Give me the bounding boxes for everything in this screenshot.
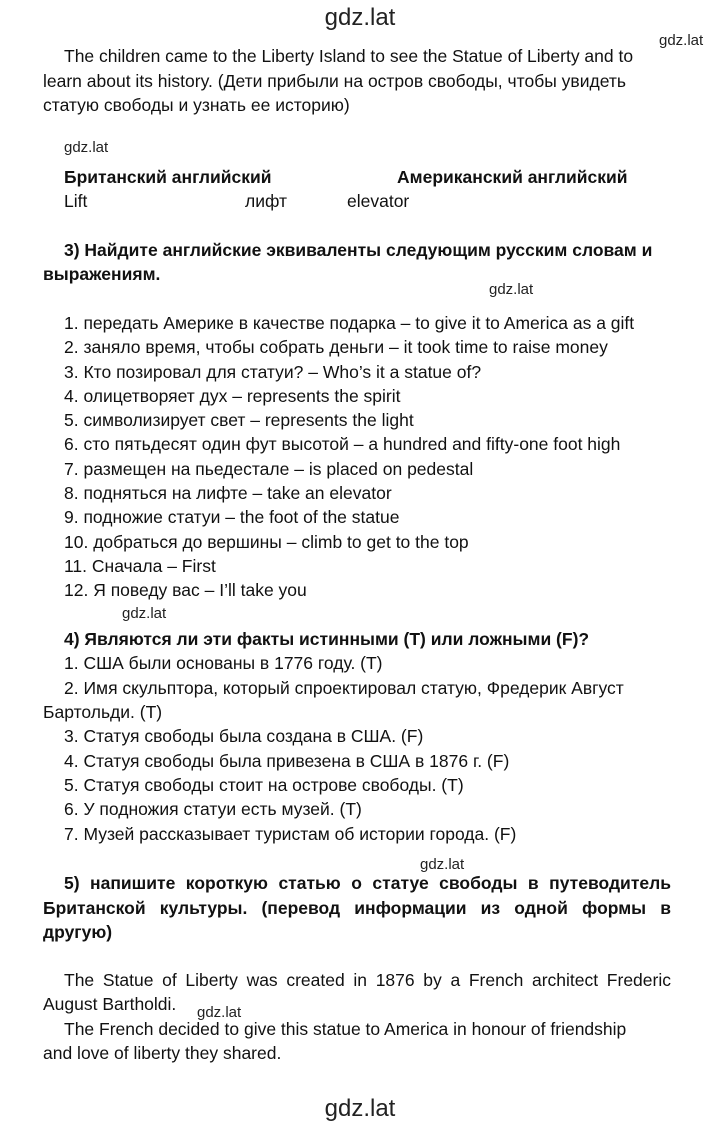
- list-item: 9. подножие статуи – the foot of the statue: [64, 507, 400, 527]
- table-cell-british: Lift: [64, 191, 88, 211]
- list-item: 2. Имя скульптора, который спроектировал статую, Фредерик Август: [64, 678, 624, 698]
- list-item: 2. заняло время, чтобы собрать деньги – it took time to raise money: [64, 337, 608, 357]
- article-line: and love of liberty they shared.: [43, 1043, 282, 1063]
- list-item: 12. Я поведу вас – I’ll take you: [64, 580, 307, 600]
- list-item: 10. добраться до вершины – climb to get to the top: [64, 532, 469, 552]
- list-item: 11. Сначала – First: [64, 556, 216, 576]
- list-item: 4. олицетворяет дух – represents the spirit: [64, 386, 401, 406]
- list-item: 7. размещен на пьедестале – is placed on pedestal: [64, 459, 474, 479]
- list-item: 5. символизирует свет – represents the light: [64, 410, 414, 430]
- watermark: gdz.lat: [197, 1004, 242, 1021]
- list-item: 7. Музей рассказывает туристам об истории города. (F): [64, 824, 517, 844]
- section5-title: 5) напишите короткую статью о статуе свободы в путеводитель: [64, 873, 671, 893]
- watermark: gdz.lat: [122, 605, 167, 622]
- watermark: gdz.lat: [659, 32, 704, 49]
- article-line: August Bartholdi.: [43, 994, 177, 1014]
- table-header-british: Британский английский: [64, 167, 272, 187]
- list-item: 4. Статуя свободы была привезена в США в 1876 г. (F): [64, 751, 510, 771]
- article-line: The French decided to give this statue to America in honour of friendship: [64, 1019, 627, 1039]
- watermark-bottom: gdz.lat: [324, 1095, 396, 1122]
- article-line: The Statue of Liberty was created in 1876 by a French architect Frederic: [64, 970, 671, 990]
- section3-title: 3) Найдите английские эквиваленты следующим русским словам и: [64, 240, 653, 260]
- list-item: 6. У подножия статуи есть музей. (T): [64, 799, 362, 819]
- intro-line: статую свободы и узнать ее историю): [43, 95, 350, 115]
- table-cell-american: elevator: [347, 191, 410, 211]
- list-item: 5. Статуя свободы стоит на острове свободы. (T): [64, 775, 464, 795]
- watermark: gdz.lat: [489, 281, 534, 298]
- watermark: gdz.lat: [64, 139, 109, 156]
- list-item: 8. подняться на лифте – take an elevator: [64, 483, 392, 503]
- section4-title: 4) Являются ли эти факты истинными (T) или ложными (F)?: [64, 629, 590, 649]
- list-item: 3. Статуя свободы была создана в США. (F): [64, 726, 424, 746]
- table-header-american: Американский английский: [397, 167, 628, 187]
- list-item: Бартольди. (T): [43, 702, 163, 722]
- watermark: gdz.lat: [420, 856, 465, 873]
- intro-line: learn about its history. (Дети прибыли на остров свободы, чтобы увидеть: [43, 71, 626, 91]
- section3-title: выражениям.: [43, 264, 161, 284]
- list-item: 1. передать Америке в качестве подарка – to give it to America as a gift: [64, 313, 635, 333]
- section5-title: другую): [43, 922, 113, 942]
- watermark-top: gdz.lat: [324, 4, 396, 31]
- list-item: 1. США были основаны в 1776 году. (T): [64, 653, 383, 673]
- section5-title: Британской культуры. (перевод информации из одной формы в: [43, 898, 671, 918]
- intro-line: The children came to the Liberty Island to see the Statue of Liberty and to: [64, 46, 634, 66]
- list-item: 3. Кто позировал для статуи? – Who’s it a statue of?: [64, 362, 482, 382]
- table-cell-russian: лифт: [245, 191, 288, 211]
- list-item: 6. сто пятьдесят один фут высотой – a hundred and fifty-one foot high: [64, 434, 621, 454]
